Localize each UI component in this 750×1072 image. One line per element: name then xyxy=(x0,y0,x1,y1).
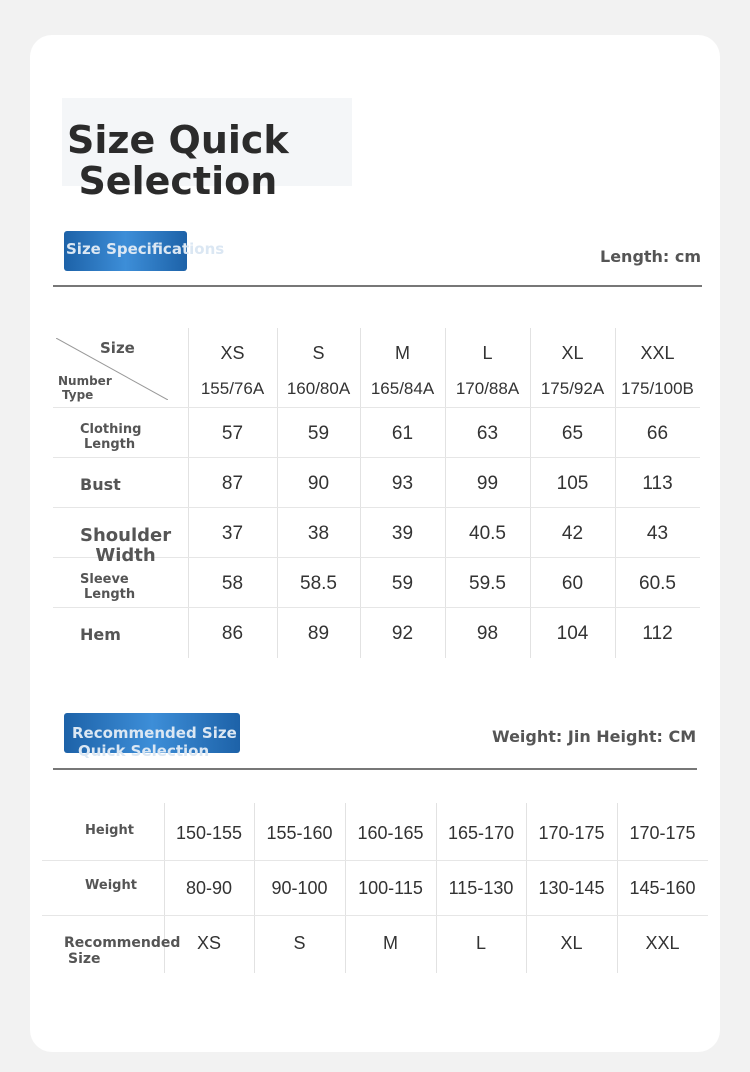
measurement-cell: 61 xyxy=(391,423,414,444)
row-label xyxy=(80,526,171,566)
recommend-badge-label xyxy=(72,724,282,760)
row-label-line-1: Sleeve xyxy=(80,572,129,587)
measurement-cell: 63 xyxy=(476,423,499,444)
row-label-line-1: Weight xyxy=(85,878,137,893)
measurement-cell: 42 xyxy=(561,523,584,544)
measurement-cell: 92 xyxy=(391,623,414,644)
recommend-cell: XS xyxy=(196,933,221,953)
measurement-cell: 89 xyxy=(307,623,330,644)
row-label-line-2: Width xyxy=(95,545,156,566)
measurement-cell: 38 xyxy=(307,523,330,544)
size-header-cell: S xyxy=(312,343,325,363)
table-row-divider xyxy=(53,407,700,408)
table-row-divider xyxy=(53,507,700,508)
measurement-cell: 87 xyxy=(221,473,244,494)
size-header-cell: L xyxy=(482,343,493,363)
recommend-cell: L xyxy=(475,933,486,953)
recommend-cell: 155-160 xyxy=(266,823,333,843)
size-header-cell: XXL xyxy=(640,343,675,363)
row-label xyxy=(80,626,121,644)
size-header-cell: XS xyxy=(220,343,245,363)
measurement-cell: 104 xyxy=(556,623,589,644)
size-header-cell: XL xyxy=(561,343,584,363)
recommend-cell: 100-115 xyxy=(358,878,423,898)
number-type-cell: 165/84A xyxy=(370,379,435,398)
recommend-cell: XXL xyxy=(645,933,680,953)
row-label-line-1: Clothing xyxy=(80,422,142,437)
row-label-line-1: Shoulder xyxy=(80,525,172,546)
recommend-badge-line-1: Recommended Size xyxy=(72,724,237,742)
measurement-cell: 43 xyxy=(646,523,669,544)
header-number: Number xyxy=(58,374,112,388)
recommend-badge-line-2: Quick Selection xyxy=(78,742,210,760)
number-type-cell: 160/80A xyxy=(286,379,351,398)
measurement-cell: 65 xyxy=(561,423,584,444)
measurement-cell: 58 xyxy=(221,573,244,594)
row-label-line-2: Length xyxy=(84,437,136,452)
header-number-type-label xyxy=(58,374,112,402)
table-row-divider xyxy=(53,607,700,608)
row-label-line-2: Size xyxy=(68,951,101,967)
row-label-line-1: Hem xyxy=(80,625,121,644)
size-header-cell: M xyxy=(395,343,410,363)
number-type-cell: 170/88A xyxy=(455,379,520,398)
table-row-divider xyxy=(42,860,708,861)
measurement-cell: 113 xyxy=(642,473,673,494)
header-type: Type xyxy=(62,388,94,402)
row-label xyxy=(64,935,180,967)
measurement-cell: 59 xyxy=(391,573,414,594)
measurement-cell: 112 xyxy=(642,623,673,644)
measurement-cell: 90 xyxy=(307,473,330,494)
row-label xyxy=(80,422,141,452)
measurement-cell: 98 xyxy=(476,623,499,644)
recommend-cell: 115-130 xyxy=(448,878,514,898)
weight-height-unit: Weight: Jin Height: CM xyxy=(492,727,697,746)
title-line-1: Size Quick xyxy=(67,118,289,162)
recommend-cell: 160-165 xyxy=(357,823,424,843)
recommend-cell: S xyxy=(293,933,306,953)
row-label-line-1: Height xyxy=(85,823,134,838)
measurement-cell: 93 xyxy=(391,473,414,494)
measurement-cell: 59 xyxy=(307,423,330,444)
row-label xyxy=(85,878,137,894)
size-spec-badge-label: Size Specifications xyxy=(66,240,225,258)
section-divider-2 xyxy=(53,768,697,770)
row-label-line-1: Bust xyxy=(80,475,121,494)
recommend-cell: 170-175 xyxy=(538,823,605,843)
number-type-cell: 175/100B xyxy=(621,379,694,398)
measurement-cell: 37 xyxy=(221,523,244,544)
row-label-line-2: Length xyxy=(84,587,136,602)
row-label xyxy=(80,476,121,494)
header-size-label: Size xyxy=(100,339,135,357)
length-unit: Length: cm xyxy=(600,247,702,266)
measurement-cell: 60 xyxy=(561,573,584,594)
recommend-cell: 165-170 xyxy=(447,823,515,843)
table-row-divider xyxy=(53,457,700,458)
measurement-cell: 66 xyxy=(646,423,669,444)
row-label-line-1: Recommended xyxy=(64,935,181,951)
recommend-cell: XL xyxy=(560,933,583,953)
row-label xyxy=(80,572,135,602)
measurement-cell: 60.5 xyxy=(639,573,676,594)
number-type-cell: 155/76A xyxy=(200,379,265,398)
recommend-cell: 130-145 xyxy=(538,878,605,898)
measurement-cell: 58.5 xyxy=(300,573,337,594)
recommend-cell: 80-90 xyxy=(185,878,233,898)
recommend-cell: 145-160 xyxy=(629,878,696,898)
title-line-2: Selection xyxy=(78,159,278,203)
measurement-cell: 40.5 xyxy=(469,523,506,544)
recommend-cell: 170-175 xyxy=(629,823,696,843)
measurement-cell: 105 xyxy=(556,473,589,494)
measurement-cell: 86 xyxy=(221,623,244,644)
measurement-cell: 39 xyxy=(391,523,414,544)
table-row-divider xyxy=(42,915,708,916)
recommend-cell: 90-100 xyxy=(271,878,328,898)
recommend-cell: 150-155 xyxy=(175,823,243,843)
measurement-cell: 59.5 xyxy=(469,573,506,594)
number-type-cell: 175/92A xyxy=(540,379,605,398)
measurement-cell: 57 xyxy=(221,423,244,444)
row-label xyxy=(85,823,134,839)
measurement-cell: 99 xyxy=(476,473,499,494)
page-title xyxy=(67,120,289,202)
recommend-cell: M xyxy=(383,933,398,953)
section-divider xyxy=(53,285,702,287)
